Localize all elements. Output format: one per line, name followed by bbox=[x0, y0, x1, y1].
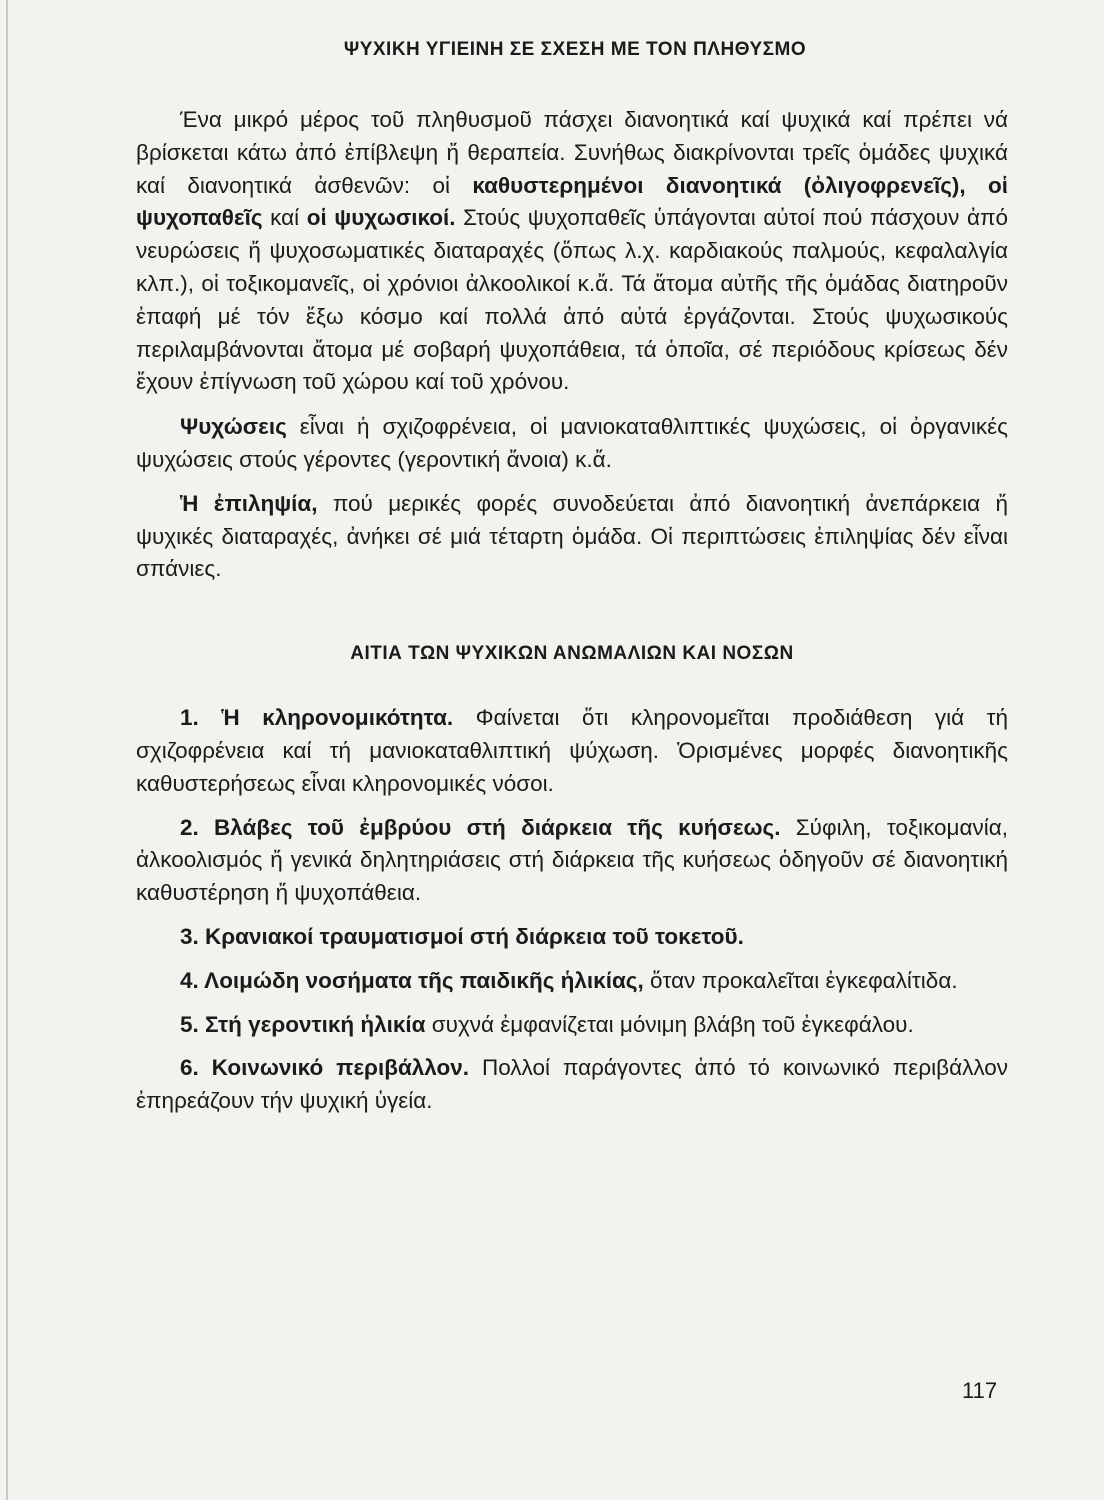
cause-item bbox=[136, 921, 1008, 954]
cause-item-title: 5. Στή γεροντική ἡλικία bbox=[180, 1011, 426, 1037]
cause-item bbox=[136, 812, 1008, 910]
intro-p2-bold: Ψυχώσεις bbox=[180, 414, 287, 440]
intro-p1-text-c: καί bbox=[262, 205, 307, 231]
cause-item-title: 4. Λοιμώδη νοσήματα τῆς παιδικῆς ἡλικίας, bbox=[180, 967, 644, 993]
intro-p3-text: πού μερικές φορές συνοδεύεται ἀπό διανοητική ἀνεπάρκεια ἤ ψυχικές διαταραχές, ἀνήκει σέ μιά τέταρτη ὁμάδα. Οἱ περιπτώσεις ἐπιληψίας δέν εἶναι σπάνιες. bbox=[136, 490, 1008, 582]
intro-p3-bold: Ἡ ἐπιληψία, bbox=[180, 490, 318, 516]
page-gutter-edge bbox=[6, 0, 8, 1500]
section-heading-causes: ΑΙΤΙΑ ΤΩΝ ΨΥΧΙΚΩΝ ΑΝΩΜΑΛΙΩΝ ΚΑΙ ΝΟΣΩΝ bbox=[350, 643, 794, 665]
cause-item-text: συχνά ἐμφανίζεται μόνιμη βλάβη τοῦ ἐγκεφάλου. bbox=[425, 1011, 914, 1037]
cause-item-text: Πολλοί παράγοντες ἀπό τό κοινωνικό περιβάλλον ἐπηρεάζουν τήν ψυχική ὑγεία. bbox=[136, 1055, 1008, 1114]
chapter-heading: ΨΥΧΙΚΗ ΥΓΙΕΙΝΗ ΣΕ ΣΧΕΣΗ ΜΕ ΤΟΝ ΠΛΗΘΥΣΜΟ bbox=[343, 39, 807, 60]
intro-paragraph-3 bbox=[136, 488, 1008, 586]
cause-item-title: 2. Βλάβες τοῦ ἐμβρύου στή διάρκεια τῆς κυήσεως. bbox=[180, 814, 781, 840]
intro-paragraph-1 bbox=[136, 104, 1008, 399]
intro-paragraph-2 bbox=[136, 411, 1008, 477]
cause-item bbox=[136, 1009, 1008, 1042]
cause-item-text: ὅταν προκαλεῖται ἐγκεφαλίτιδα. bbox=[643, 967, 958, 993]
cause-item-title: 3. Κρανιακοί τραυματισμοί στή διάρκεια τοῦ τοκετοῦ. bbox=[180, 923, 744, 949]
cause-item bbox=[136, 1052, 1008, 1118]
intro-p2-text: εἶναι ἡ σχιζοφρένεια, οἱ μανιοκαταθλιπτικές ψυχώσεις, οἱ ὀργανικές ψυχώσεις στούς γέροντες (γεροντική ἄνοια) κ.ἄ. bbox=[136, 414, 1008, 472]
cause-item bbox=[136, 702, 1008, 800]
cause-item-title: 6. Κοινωνικό περιβάλλον. bbox=[180, 1055, 470, 1081]
intro-p1-bold-2: οἱ ψυχωσικοί. bbox=[306, 205, 456, 231]
page-number: 117 bbox=[962, 1378, 998, 1403]
intro-p1-bold-1: καθυστερημένοι διανοητικά (ὀλιγοφρενεῖς), οἱ ψυχοπαθεῖς bbox=[136, 172, 1008, 231]
intro-p1-text-d: Στούς ψυχοπαθεῖς ὑπάγονται αὐτοί πού πάσχουν ἀπό νευρώσεις ἤ ψυχοσωματικές διαταραχές (ὅπως λ.χ. καρδιακούς παλμούς, κεφαλαλγία κλπ.), οἱ τοξικομανεῖς, οἱ χρόνιοι ἀλκοολικοί κ.ἄ. Τά ἄτομα αὐτῆς τῆς ὁμάδας διατηροῦν ἐπαφή μέ τόν ἔξω κόσμο καί πολλά ἀπό αὐτά ἐργάζονται. Στούς ψυχωσικούς περιλαμβάνονται ἄτομα μέ σοβαρή ψυχοπάθεια, τά ὁποῖα, σέ περιόδους κρίσεως δέν ἔχουν ἐπίγνωση τοῦ χώρου καί τοῦ χρόνου. bbox=[136, 205, 1008, 395]
cause-item-title: 1. Ἡ κληρονομικότητα. bbox=[180, 705, 454, 731]
cause-item-text: Φαίνεται ὅτι κληρονομεῖται προδιάθεση γιά τή σχιζοφρένεια καί τή μανιοκαταθλιπτική ψύχωση. Ὁρισμένες μορφές διανοητικῆς καθυστερήσεως εἶναι κληρονομικές νόσοι. bbox=[136, 705, 1008, 796]
page-content bbox=[136, 38, 1008, 1118]
cause-item bbox=[136, 965, 1008, 998]
intro-p1-text-a: Ένα μικρό μέρος τοῦ πληθυσμοῦ πάσχει διανοητικά καί ψυχικά καί πρέπει νά βρίσκεται κάτω ἀπό ἐπίβλεψη ἤ θεραπεία. Συνήθως διακρίνονται τρεῖς ὁμάδες ψυχικά καί διανοητικά ἀσθενῶν: οἱ bbox=[136, 107, 1008, 198]
cause-item-text: Σύφιλη, τοξικομανία, ἀλκοολισμός ἤ γενικά δηλητηριάσεις στή διάρκεια τῆς κυήσεως ὁδηγοῦν σέ διανοητική καθυστέρηση ἤ ψυχοπάθεια. bbox=[136, 814, 1008, 906]
